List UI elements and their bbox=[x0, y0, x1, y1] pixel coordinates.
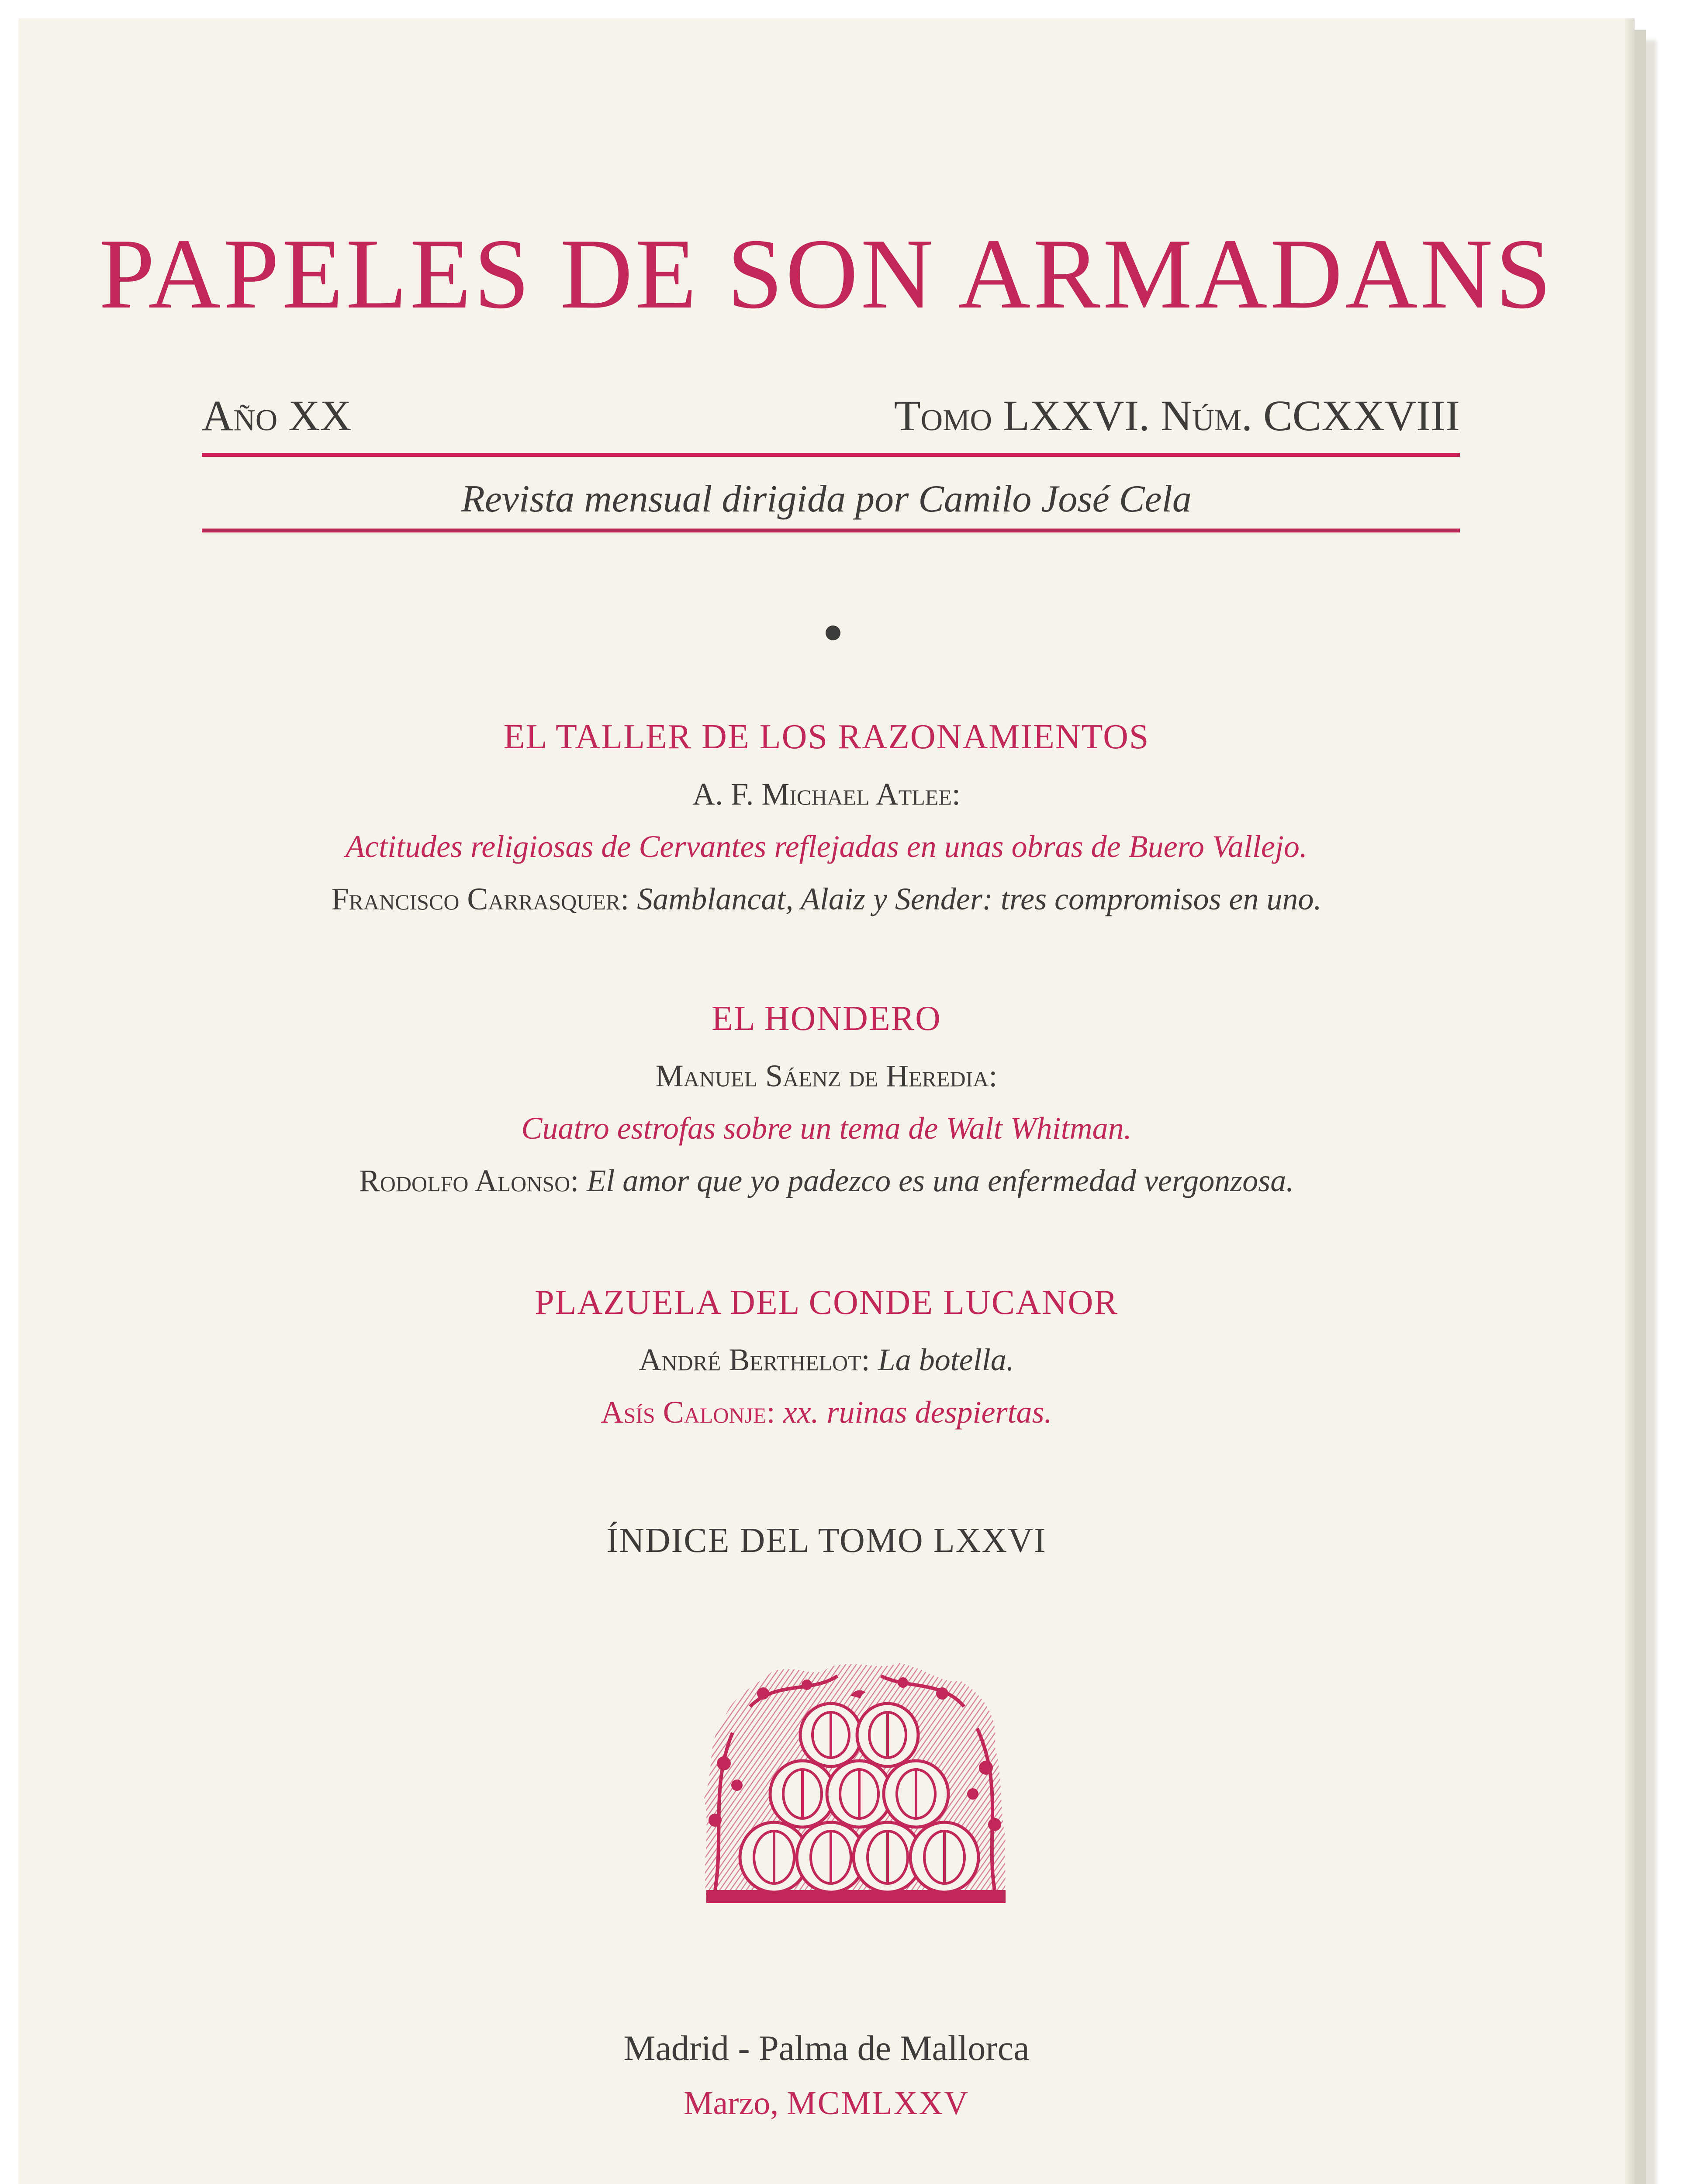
entry-author-calonje: Asís Calonje: bbox=[601, 1395, 775, 1430]
entry-author-carrasquer: Francisco Carrasquer: bbox=[331, 881, 629, 916]
entry-carrasquer bbox=[18, 881, 1635, 917]
magazine-cover bbox=[18, 18, 1635, 2184]
section-heading-taller: EL TALLER DE LOS RAZONAMIENTOS bbox=[503, 718, 1150, 756]
year-label: Año XX bbox=[202, 391, 352, 440]
entry-author-saenz: Manuel Sáenz de Heredia: bbox=[655, 1058, 998, 1093]
entry-work-calonje: xx. ruinas despiertas. bbox=[783, 1395, 1052, 1430]
entry-calonje bbox=[18, 1394, 1635, 1431]
entry-author-alonso: Rodolfo Alonso: bbox=[359, 1163, 579, 1198]
entry-author-berthelot: André Berthelot: bbox=[639, 1342, 870, 1377]
publication-year: MCMLXXV bbox=[787, 2085, 970, 2122]
entry-work-atlee: Actitudes religiosas de Cervantes reflejadas en unas obras de Buero Vallejo. bbox=[346, 829, 1307, 864]
publication-date bbox=[18, 2084, 1635, 2122]
volume-issue-label: Tomo LXXVI. Núm. CCXXVIII bbox=[894, 391, 1460, 440]
bullet-ornament bbox=[826, 625, 840, 640]
top-rule bbox=[202, 453, 1460, 457]
index-heading: ÍNDICE DEL TOMO LXXVI bbox=[606, 1521, 1047, 1560]
entry-work-alonso: El amor que yo padezco es una enfermedad vergonzosa. bbox=[587, 1163, 1294, 1198]
publication-place: Madrid - Palma de Mallorca bbox=[623, 2028, 1030, 2068]
magazine-title: PAPELES DE SON ARMADANS bbox=[99, 218, 1554, 329]
entry-author-atlee: A. F. Michael Atlee: bbox=[692, 777, 961, 812]
bottom-rule bbox=[202, 529, 1460, 532]
entry-alonso bbox=[18, 1163, 1635, 1199]
entry-berthelot bbox=[18, 1342, 1635, 1378]
section-heading-plazuela: PLAZUELA DEL CONDE LUCANOR bbox=[535, 1283, 1118, 1322]
entry-work-saenz: Cuatro estrofas sobre un tema de Walt Whitman. bbox=[521, 1111, 1132, 1146]
wine-barrels-icon bbox=[698, 1654, 1012, 1908]
entry-work-berthelot: La botella. bbox=[878, 1342, 1014, 1377]
publication-month: Marzo, bbox=[683, 2085, 779, 2122]
section-heading-hondero: EL HONDERO bbox=[712, 999, 941, 1038]
subtitle: Revista mensual dirigida por Camilo José Cela bbox=[461, 478, 1192, 520]
entry-work-carrasquer: Samblancat, Alaiz y Sender: tres compromisos en uno. bbox=[637, 881, 1322, 916]
cover-edge bbox=[1625, 18, 1635, 2184]
